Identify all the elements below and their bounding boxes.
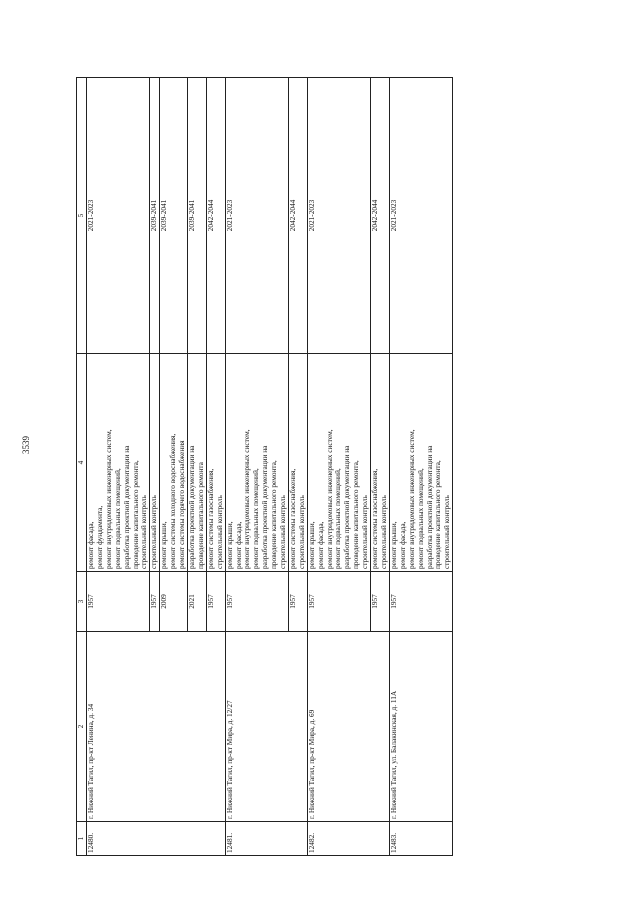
works-cell [389,354,452,572]
work-item: ремонт крыши, [388,521,398,569]
header-col-1: 1 [77,822,87,856]
work-item: проведение капитального ремонта, [269,460,279,569]
building-address: г. Нижний Тагил, пр-кт Ленина, д. 34 [87,632,226,822]
building-address: г. Нижний Тагил, пр-кт Мира, д. 69 [307,632,389,822]
work-item: ремонт крыши, [306,521,316,569]
work-item: строительный контроль [379,495,388,569]
work-item: строительный контроль [214,495,224,569]
works-cell [307,354,370,572]
work-item: ремонт подвальных помещений, [112,468,122,569]
year-cell: 2009 [160,572,188,632]
page-number: 3539 [21,436,31,454]
work-item: ремонт внутридомовых инженерных систем, [406,429,416,569]
works-cell [187,354,206,572]
header-col-5: 5 [77,78,87,354]
period-cell: 2042-2044 [371,78,390,354]
year-cell: 1957 [206,572,225,632]
work-item: разработка проектной документации на [121,445,131,569]
period-cell: 2021-2023 [87,78,150,354]
work-item: строительный контроль [360,495,370,569]
work-item: разработка проектной документации на [186,445,196,569]
work-item: разработка проектной документации на [260,445,270,569]
year-cell: 2021 [187,572,206,632]
period-cell: 2042-2044 [206,78,225,354]
work-item: ремонт подвальных помещений, [333,468,343,569]
building-number: 12480. [87,822,226,856]
year-cell: 1957 [371,572,390,632]
work-item: ремонт крыши, [224,521,234,569]
work-item: ремонт фундамента, [94,505,104,569]
works-cell [150,354,160,572]
work-item: ремонт фасада, [86,521,95,569]
table-row [307,78,370,856]
work-item: ремонт системы холодного водоснабжения, [168,433,178,569]
repair-schedule-table [76,77,453,856]
period-cell: 2039-2041 [150,78,160,354]
period-cell: 2021-2023 [225,78,288,354]
works-cell [371,354,390,572]
period-cell: 2021-2023 [389,78,452,354]
works-cell [206,354,225,572]
table-row [87,78,150,856]
building-address: г. Нижний Тагил, пр-кт Мира, д. 12/27 [225,632,307,822]
work-item: проведение капитального ремонта, [433,460,443,569]
header-col-4: 4 [77,354,87,572]
building-number: 12481. [225,822,307,856]
work-item: проведение капитального ремонта, [351,460,361,569]
work-item: проведение капитального ремонта, [130,460,140,569]
work-item: ремонт системы газоснабжения, [370,468,380,569]
work-item: строительный контроль [296,495,306,569]
work-item: разработка проектной документации на [424,445,434,569]
period-cell: 2039-2041 [160,78,188,354]
building-number: 12482. [307,822,389,856]
work-item: ремонт крыши, [159,521,169,569]
header-row [77,78,87,856]
work-item: ремонт внутридомовых инженерных систем, [103,429,113,569]
work-item: ремонт фасада, [397,521,407,569]
works-cell [87,354,150,572]
work-item: ремонт подвальных помещений, [251,468,261,569]
year-cell: 1957 [288,572,307,632]
building-number: 12483. [389,822,452,856]
rotated-table-container [76,78,630,856]
work-item: разработка проектной документации на [342,445,352,569]
period-cell: 2039-2041 [187,78,206,354]
work-item: ремонт фасада, [233,521,243,569]
work-item: ремонт фасада, [315,521,325,569]
work-item: строительный контроль [278,495,288,569]
works-cell [225,354,288,572]
work-item: строительный контроль [139,495,149,569]
work-item: строительный контроль [442,495,452,569]
works-cell [288,354,307,572]
works-cell [160,354,188,572]
work-item: ремонт внутридомовых инженерных систем, [242,429,252,569]
work-item: ремонт системы газоснабжения, [205,468,215,569]
work-item: ремонт внутридомовых инженерных систем, [324,429,334,569]
table-row [389,78,452,856]
building-address: г. Нижний Тагил, ул. Балакинская, д. 11А [389,632,452,822]
year-cell: 1957 [307,572,370,632]
header-col-3: 3 [77,572,87,632]
work-item: ремонт системы газоснабжения, [287,468,297,569]
work-item: ремонт подвальных помещений, [415,468,425,569]
year-cell: 1957 [225,572,288,632]
year-cell: 1957 [150,572,160,632]
period-cell: 2021-2023 [307,78,370,354]
table-row [225,78,288,856]
header-col-2: 2 [77,632,87,822]
period-cell: 2042-2044 [288,78,307,354]
year-cell: 1957 [87,572,150,632]
work-item: строительный контроль [149,495,159,569]
year-cell: 1957 [389,572,452,632]
work-item: ремонт системы горячего водоснабжения [177,440,187,569]
work-item: проведение капитального ремонта [195,462,205,569]
